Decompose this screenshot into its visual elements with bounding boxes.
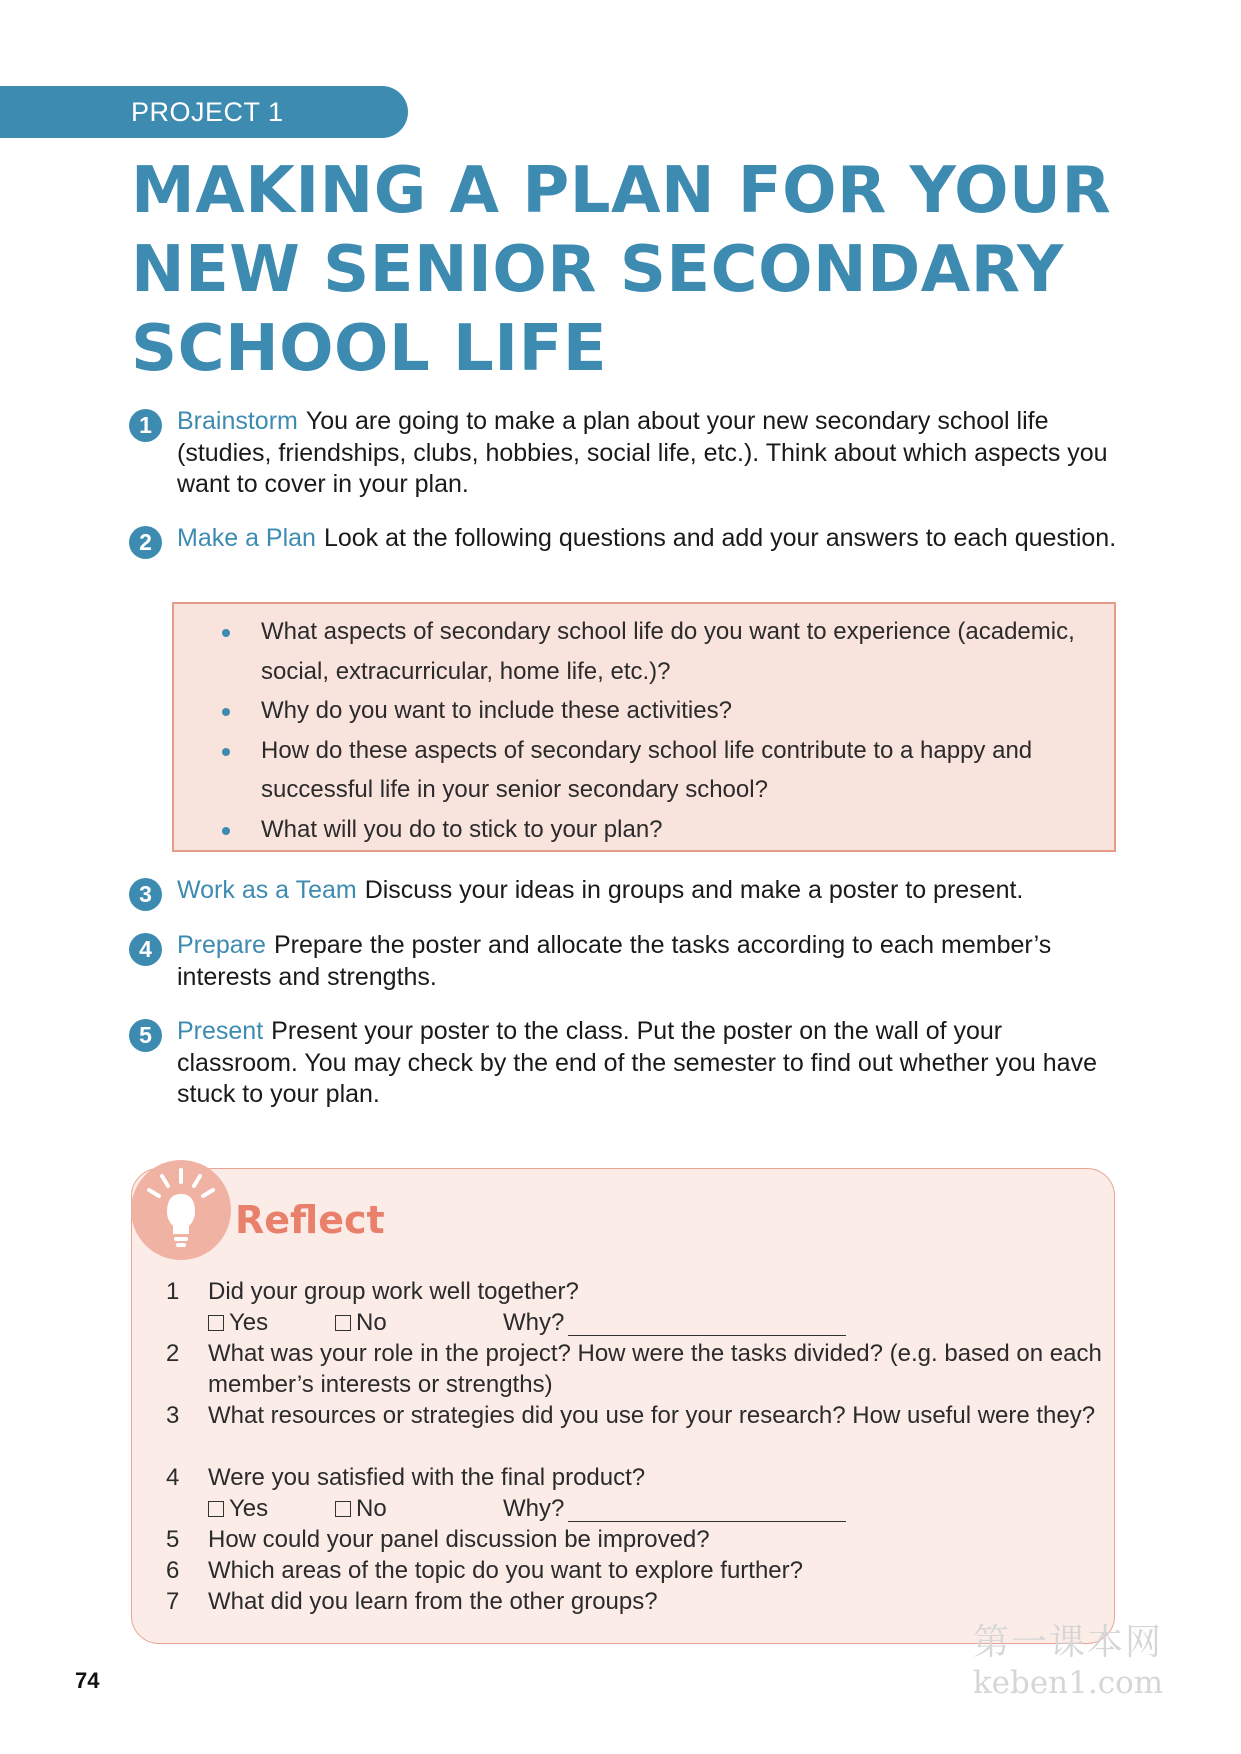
bullet-icon xyxy=(222,629,230,637)
reflect-question: 1 Did your group work well together? xyxy=(166,1278,579,1305)
step-number-badge: 3 xyxy=(129,878,162,911)
page-title xyxy=(131,152,1151,389)
plan-question: What will you do to stick to your plan? xyxy=(174,810,1114,850)
bullet-icon xyxy=(222,748,230,756)
lightbulb-icon xyxy=(131,1160,231,1260)
page-number: 74 xyxy=(75,1668,100,1693)
reflect-question: 3 What resources or strategies did you use for your research? How useful were they? xyxy=(166,1402,1096,1429)
step-body: Discuss your ideas in groups and make a poster to present. xyxy=(364,876,1024,904)
step-present xyxy=(129,1016,1119,1111)
no-checkbox[interactable]: No xyxy=(335,1307,387,1338)
reflect-question: 7 What did you learn from the other groups? xyxy=(166,1588,658,1615)
step-make-a-plan xyxy=(129,523,1119,555)
plan-questions-box xyxy=(172,602,1116,852)
why-label: Why? xyxy=(503,1309,565,1336)
step-heading: Work as a Team xyxy=(177,876,357,904)
reflect-question: 5 How could your panel discussion be improved? xyxy=(166,1526,710,1553)
step-number-badge: 1 xyxy=(129,409,162,442)
reflect-question: 4 Were you satisfied with the final product? xyxy=(166,1464,646,1491)
title-line: NEW SENIOR SECONDARY xyxy=(131,233,1064,307)
reflect-question: 6 Which areas of the topic do you want to explore further? xyxy=(166,1557,803,1584)
step-body: Prepare the poster and allocate the tasks according to each member’s interests and strengths. xyxy=(177,931,1052,991)
step-number-badge: 2 xyxy=(129,526,162,559)
step-body: Present your poster to the class. Put the poster on the wall of your classroom. You may check by the end of the semester to find out whether you have stuck to your plan. xyxy=(177,1017,1097,1108)
title-line: MAKING A PLAN FOR YOUR xyxy=(131,154,1112,228)
step-number-badge: 4 xyxy=(129,933,162,966)
step-brainstorm xyxy=(129,406,1119,501)
why-answer-line[interactable] xyxy=(568,1521,846,1522)
bullet-icon xyxy=(222,708,230,716)
yes-checkbox[interactable]: Yes xyxy=(208,1307,268,1338)
step-body: Look at the following questions and add your answers to each question. xyxy=(323,524,1117,552)
plan-question: How do these aspects of secondary school life contribute to a happy and successful life in your senior secondary school? xyxy=(174,731,1114,810)
yes-checkbox[interactable]: Yes xyxy=(208,1493,268,1524)
why-label: Why? xyxy=(503,1495,565,1522)
step-heading: Make a Plan xyxy=(177,524,316,552)
reflect-heading: Reflect xyxy=(235,1198,385,1242)
why-answer-line[interactable] xyxy=(568,1335,846,1336)
reflect-question: 2 What was your role in the project? How were the tasks divided? (e.g. based on each member’s interests or strengths) xyxy=(166,1340,1102,1398)
step-work-as-a-team xyxy=(129,875,1119,907)
step-prepare xyxy=(129,930,1119,993)
watermark: 第一课本网 keben1.com xyxy=(972,1622,1164,1701)
step-body: You are going to make a plan about your new secondary school life (studies, friendships, clubs, hobbies, social life, etc.). Think about which aspects you want to cover in your plan. xyxy=(177,407,1108,498)
title-line: SCHOOL LIFE xyxy=(131,312,608,386)
step-heading: Brainstorm xyxy=(177,407,298,435)
plan-question: Why do you want to include these activities? xyxy=(174,691,1114,731)
step-heading: Prepare xyxy=(177,931,266,959)
step-number-badge: 5 xyxy=(129,1019,162,1052)
plan-question: What aspects of secondary school life do you want to experience (academic, social, extracurricular, home life, etc.)? xyxy=(174,612,1114,691)
bullet-icon xyxy=(222,827,230,835)
step-heading: Present xyxy=(177,1017,264,1045)
project-label: PROJECT 1 xyxy=(0,86,408,138)
no-checkbox[interactable]: No xyxy=(335,1493,387,1524)
